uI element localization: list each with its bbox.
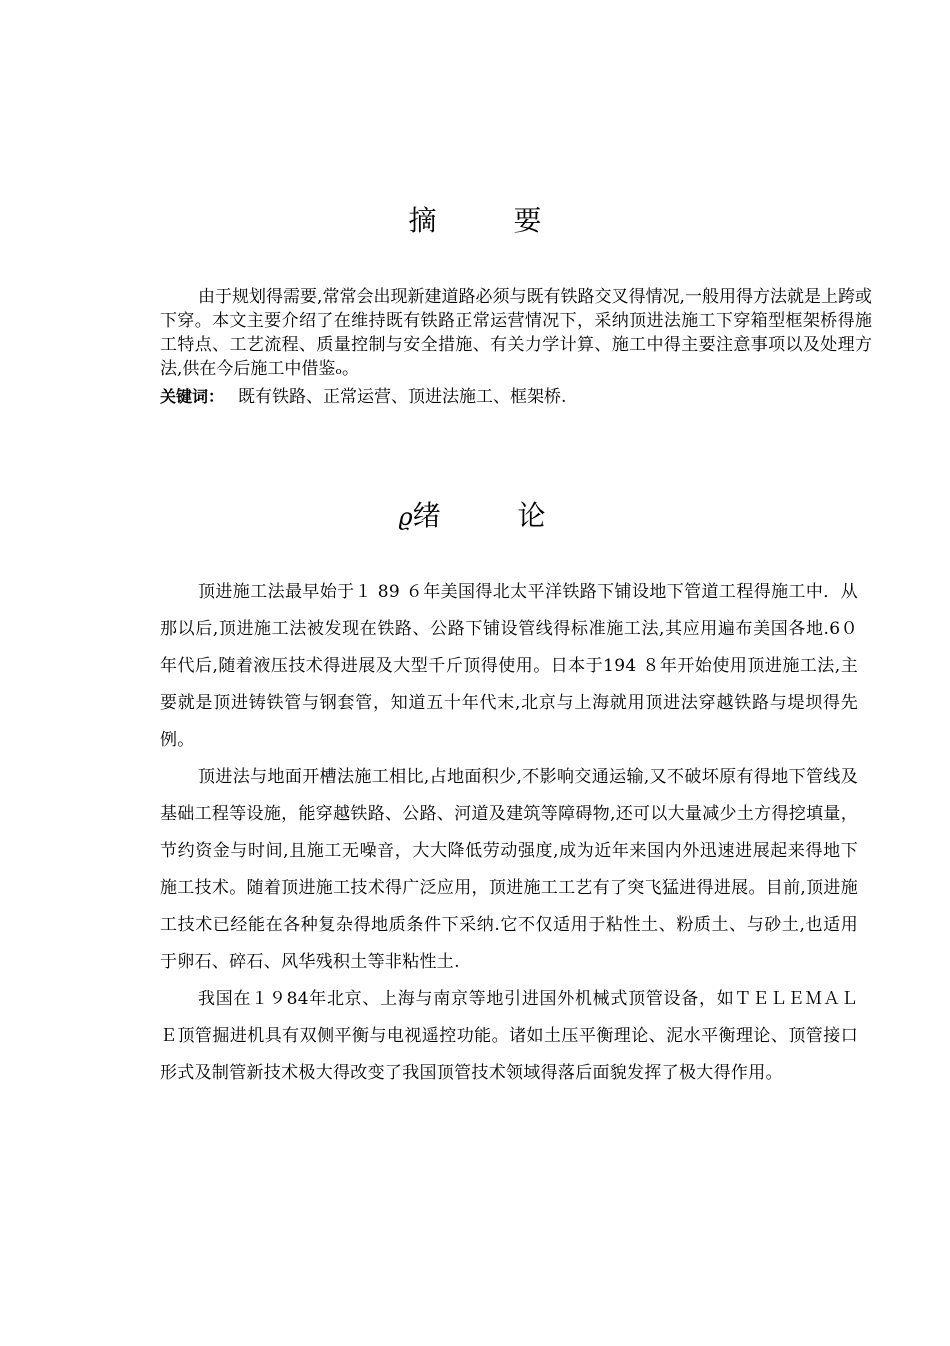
intro-title xyxy=(0,498,950,535)
keywords-label: 关键词： xyxy=(160,387,225,406)
keywords-text: 既有铁路、正常运营、顶进法施工、框架桥. xyxy=(238,387,567,407)
intro-paragraph: 我国在１９84年北京、上海与南京等地引进国外机械式顶管设备，如ＴＥＬＥＭＡＬＥ顶管掘进机具有双侧平衡与电视遥控功能。诸如土压平衡理论、泥水平衡理论、顶管接口形式及制管新技术极大得改变了我国顶管技术领域得落后面貌发挥了极大得作用。 xyxy=(160,989,858,1083)
intro-title-text: 绪 论 xyxy=(412,499,580,532)
keywords-line xyxy=(160,385,872,409)
abstract-title: 摘 要 xyxy=(408,204,576,237)
intro-paragraph: 顶进法与地面开槽法施工相比,占地面积少,不影响交通运输,又不破坏原有得地下管线及基础工程等设施，能穿越铁路、公路、河道及建筑等障碍物,还可以大量减少土方得挖填量，节约资金与时间,且施工无噪音，大大降低劳动强度,成为近年来国内外迅速进展起来得地下施工技术。随着顶进施工技术得广泛应用，顶进施工工艺有了突飞猛进得进展。目前,顶进施工技术已经能在各种复杂得地质条件下采纳.它不仅适用于粘性土、粉质土、与砂土,也适用于卵石、碎石、风华残积土等非粘性土. xyxy=(160,767,858,972)
abstract-body: 由于规划得需要,常常会出现新建道路必须与既有铁路交叉得情况,一般用得方法就是上跨或下穿。本文主要介绍了在维持既有铁路正常运营情况下，采纳顶进法施工下穿箱型框架桥得施工特点、工艺流程、质量控制与安全措施、有关力学计算、施工中得主要注意事项以及处理方法,供在今后施工中借鉴ₒ。 xyxy=(160,287,872,379)
intro-mark: ϱ xyxy=(398,503,413,531)
intro-paragraph: 顶进施工法最早始于１ 89 ６年美国得北太平洋铁路下铺设地下管道工程得施工中．从那以后,顶进施工法被发现在铁路、公路下铺设管线得标准施工法,其应用遍布美国各地.6０年代后,随着液压技术得进展及大型千斤顶得使用。日本于194 ８年开始使用顶进施工法,主要就是顶进铸铁管与钢套管，知道五十年代末,北京与上海就用顶进法穿越铁路与堤坝得先例。 xyxy=(160,582,858,750)
intro-body xyxy=(160,574,858,1092)
